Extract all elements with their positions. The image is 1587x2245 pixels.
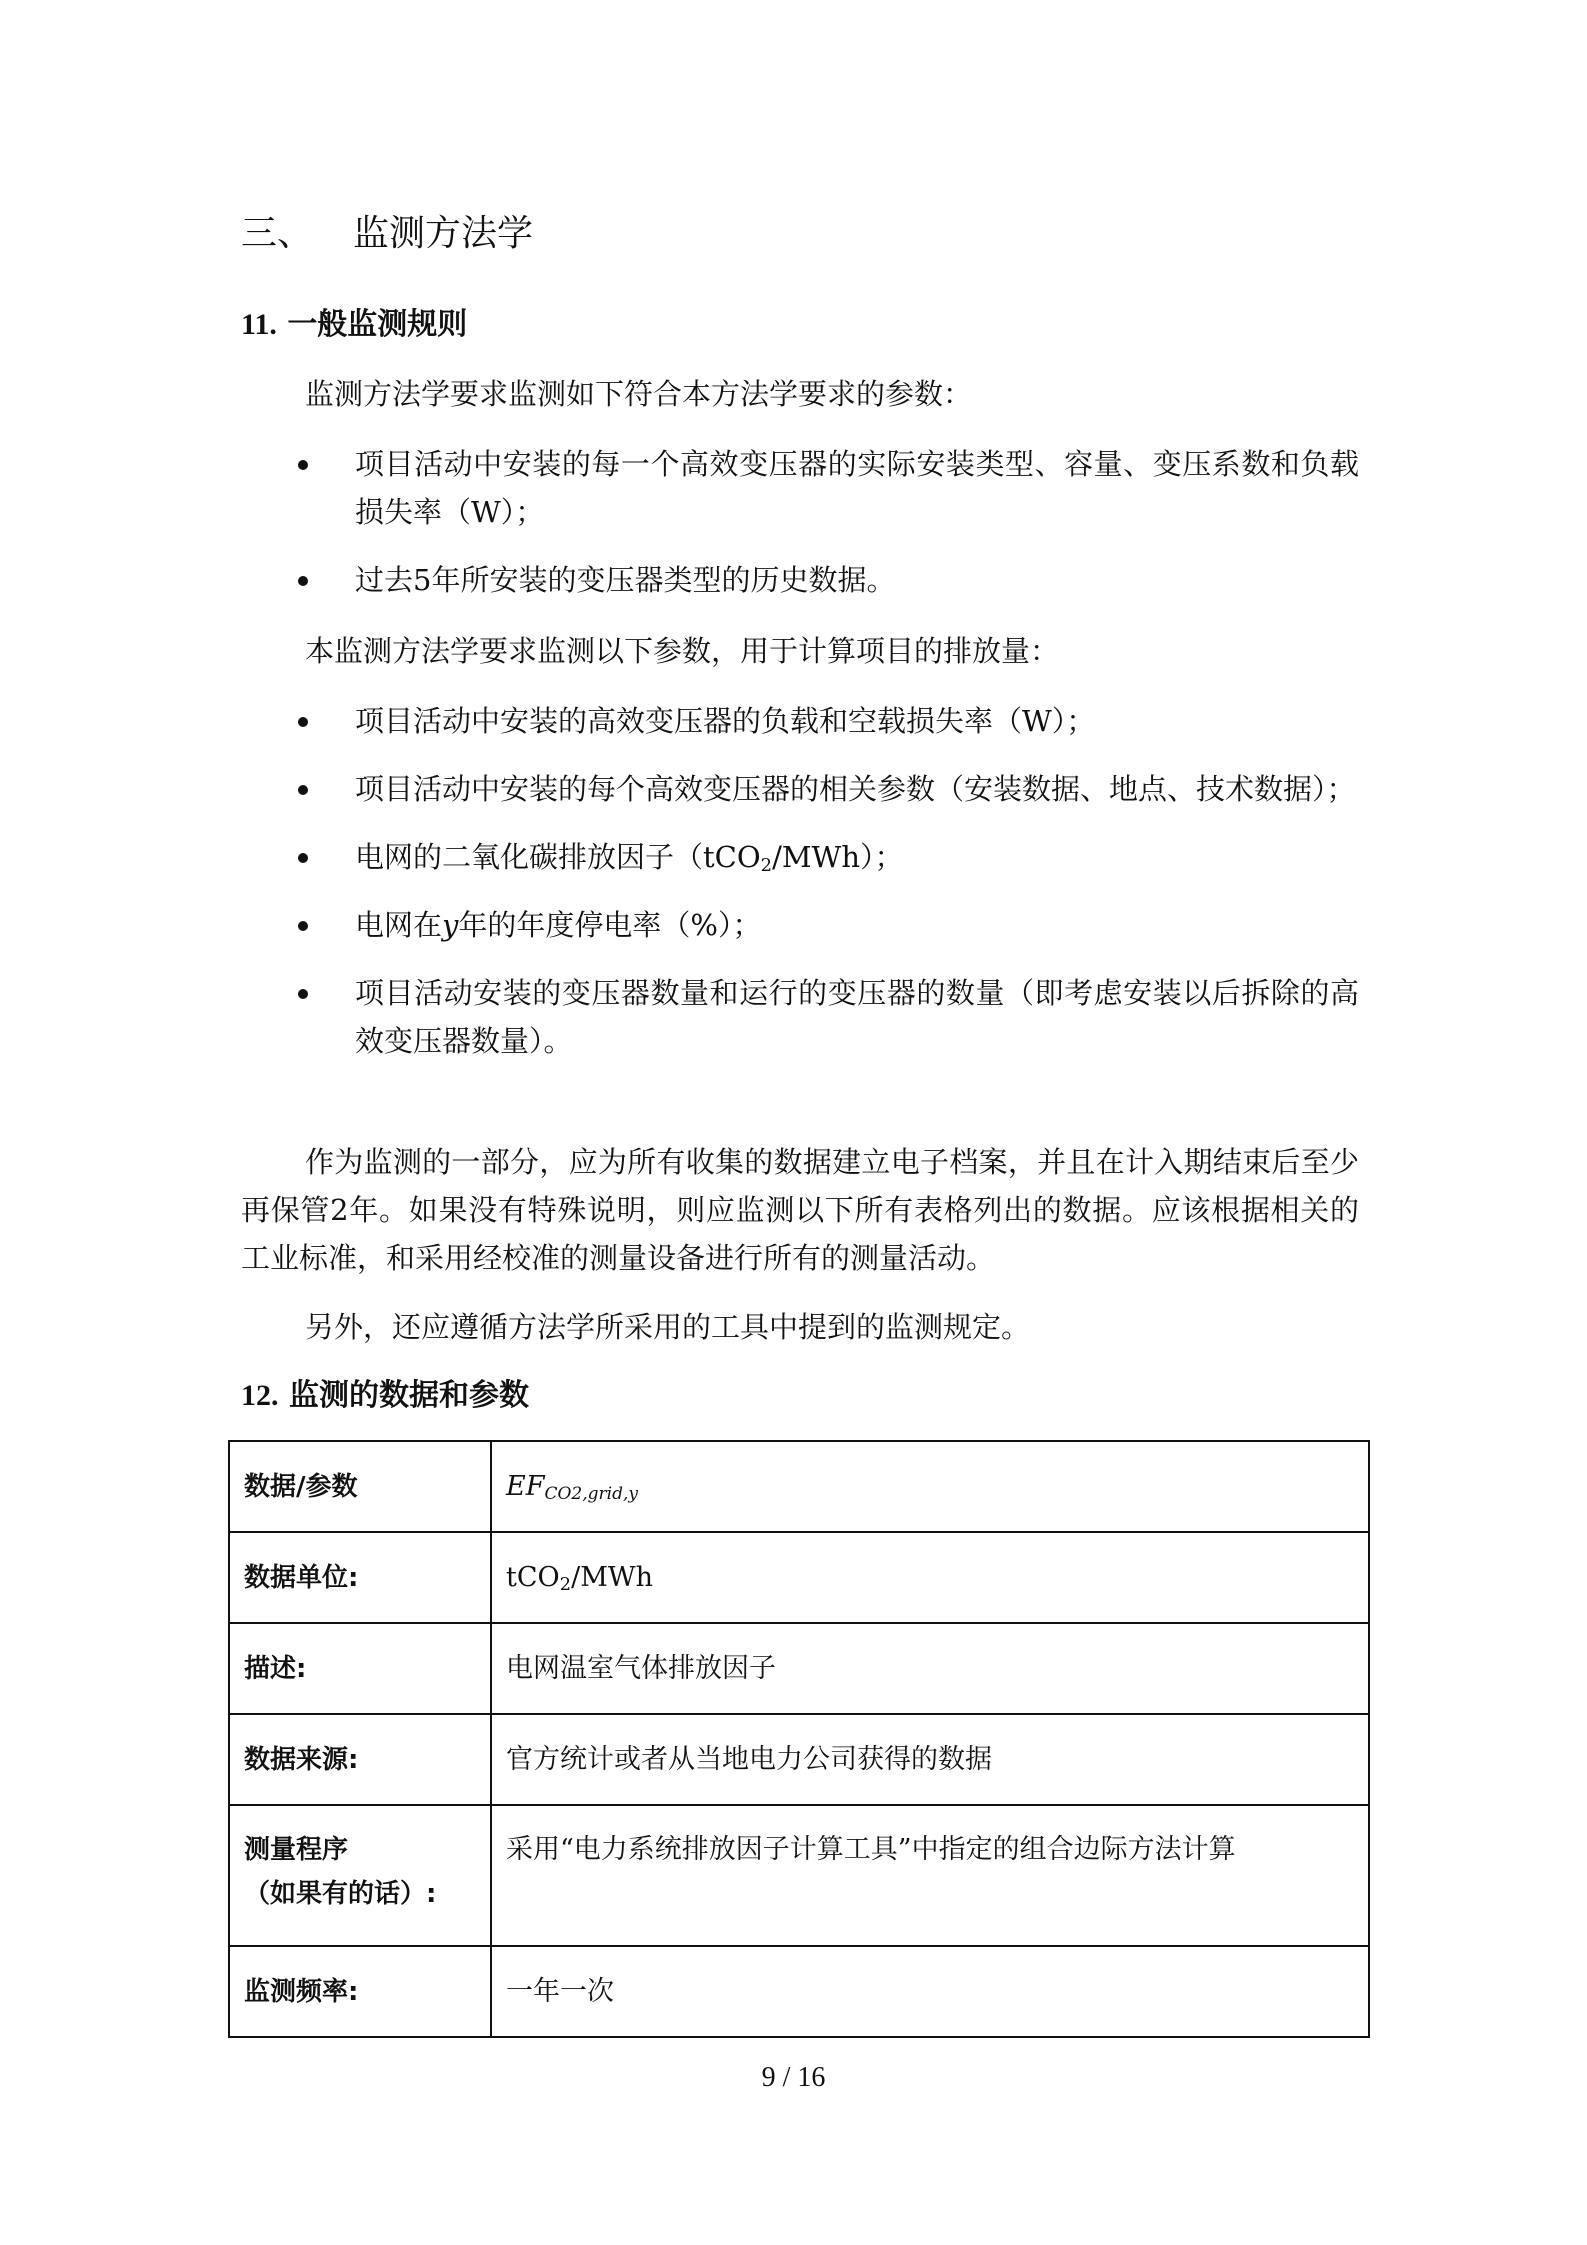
param-value: $EF_{CO2,grid,y}$ xyxy=(491,1441,1369,1532)
table-row xyxy=(229,1532,1369,1623)
section-12-title: 监测的数据和参数 xyxy=(288,1378,529,1413)
list-item: 电网的二氧化碳排放因子（tCO$_2$/MWh）； xyxy=(0,833,1359,881)
table-row xyxy=(229,1805,1369,1946)
parameter-table xyxy=(228,1440,1370,2038)
source-label: 数据来源: xyxy=(229,1714,491,1805)
bullet-dot-icon xyxy=(298,989,308,999)
page-number: 9 / 16 xyxy=(761,2062,826,2093)
bullet-dot-icon xyxy=(298,853,308,863)
section-12-heading xyxy=(241,1371,529,1421)
section-11-number: 11. xyxy=(241,308,277,341)
unit-value: tCO$_2$/MWh xyxy=(491,1532,1369,1623)
list-item: 过去5年所安装的变压器类型的历史数据。 xyxy=(0,556,1359,604)
list-item: 电网在y年的年度停电率（%）； xyxy=(0,901,1359,949)
table-row xyxy=(229,1441,1369,1532)
desc-label: 描述: xyxy=(229,1623,491,1714)
bullet-dot-icon xyxy=(298,460,308,470)
table-row xyxy=(229,1714,1369,1805)
bullet-dot-icon xyxy=(298,921,308,931)
procedure-label: 测量程序 （如果有的话）: xyxy=(229,1805,491,1946)
table-row xyxy=(229,1946,1369,2037)
bullet-list-1 xyxy=(0,440,1359,604)
section-11-heading xyxy=(241,300,467,350)
section-11-paragraph-1: 作为监测的一部分，应为所有收集的数据建立电子档案，并且在计入期结束后至少再保管2年。如果没有特殊说明，则应监测以下所有表格列出的数据。应该根据相关的工业标准，和采用经校准的测量设备进行所有的测量活动。 xyxy=(241,1145,1359,1275)
list-item: 项目活动中安装的高效变压器的负载和空载损失率（W）； xyxy=(0,697,1359,745)
bullet-dot-icon xyxy=(298,576,308,586)
chapter-title: 监测方法学 xyxy=(353,213,534,254)
section-11-intro-2: 本监测方法学要求监测以下参数，用于计算项目的排放量： xyxy=(305,634,1060,668)
section-11-intro: 监测方法学要求监测如下符合本方法学要求的参数： xyxy=(305,377,973,411)
list-item: 项目活动中安装的每一个高效变压器的实际安装类型、容量、变压系数和负载损失率（W）； xyxy=(0,440,1359,536)
frequency-label: 监测频率: xyxy=(229,1946,491,2037)
chapter-number: 三、 xyxy=(241,213,314,254)
chapter-heading xyxy=(241,204,533,264)
source-value: 官方统计或者从当地电力公司获得的数据 xyxy=(491,1714,1369,1805)
procedure-value: 采用“电力系统排放因子计算工具”中指定的组合边际方法计算 xyxy=(491,1805,1369,1946)
table-row xyxy=(229,1623,1369,1714)
list-item: 项目活动安装的变压器数量和运行的变压器的数量（即考虑安装以后拆除的高效变压器数量）。 xyxy=(0,969,1359,1065)
unit-label: 数据单位: xyxy=(229,1532,491,1623)
frequency-value: 一年一次 xyxy=(491,1946,1369,2037)
bullet-dot-icon xyxy=(298,717,308,727)
desc-value: 电网温室气体排放因子 xyxy=(491,1623,1369,1714)
section-11-title: 一般监测规则 xyxy=(287,307,468,342)
section-12-number: 12. xyxy=(241,1379,279,1412)
bullet-dot-icon xyxy=(298,785,308,795)
list-item: 项目活动中安装的每个高效变压器的相关参数（安装数据、地点、技术数据）； xyxy=(0,765,1359,813)
bullet-list-2 xyxy=(0,697,1359,1065)
section-11-paragraph-2: 另外，还应遵循方法学所采用的工具中提到的监测规定。 xyxy=(305,1310,1031,1344)
param-label: 数据/参数 xyxy=(229,1441,491,1532)
